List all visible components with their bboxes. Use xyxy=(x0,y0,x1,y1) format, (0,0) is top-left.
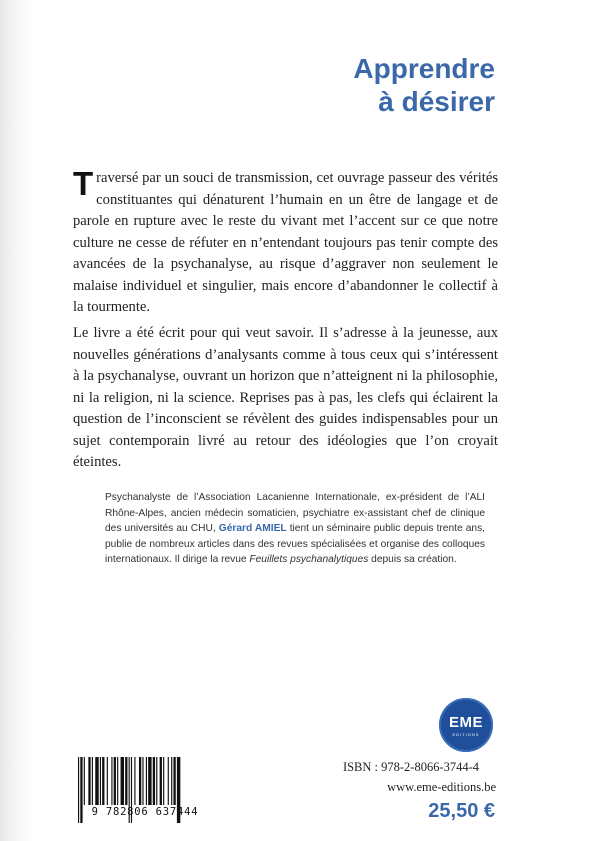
barcode-bar xyxy=(100,757,101,805)
publisher-logo xyxy=(439,698,493,752)
barcode-bar xyxy=(121,757,124,805)
barcode-digits: 9 782806 637444 xyxy=(91,806,199,818)
bio-text-middle: tient un séminaire public depuis trente ans, publie de nombreux articles dans des revues spécialisées et organise des colloques internationaux. Il dirige la revue xyxy=(105,523,485,566)
barcode-bar xyxy=(84,757,85,805)
barcode-bar xyxy=(173,757,175,805)
blurb-paragraph-1-text: raversé par un souci de transmission, cet ouvrage passeur des vérités constituantes qui dénaturent l’humain en un être de langage et de parole en rupture avec le reste du vivant met l’accent sur ce que notre culture ne cesse de réfuter en n’entendant toujours pas tenir compte des avancées de la psychanalyse, au risque d’aggraver non seulement le malaise individuel et singulier, mais encore d’abandonner le collectif à la tourmente. xyxy=(73,170,498,315)
barcode-bar xyxy=(92,757,93,805)
isbn-number: ISBN : 978-2-8066-3744-4 xyxy=(342,760,480,774)
author-bio xyxy=(105,490,485,568)
barcode-bar xyxy=(139,757,141,805)
barcode-bar xyxy=(163,757,164,805)
book-price: 25,50 € xyxy=(428,800,495,822)
drop-cap: T xyxy=(73,165,94,202)
journal-title: Feuillets psychanalytiques xyxy=(249,554,369,566)
barcode-bar xyxy=(171,757,172,805)
publisher-logo-text: EME xyxy=(448,714,483,731)
barcode-bar xyxy=(146,757,147,805)
barcode-bar xyxy=(107,757,108,805)
bio-text-start: Psychanalyste de l’Association Lacanienne Internationale, ex-président de l’ALI Rhône-Alpes, ancien médecin somaticien, psychiatre ex-assistant chef de clinique des universités au CHU, xyxy=(105,492,485,535)
bio-text-end: depuis sa création. xyxy=(368,554,457,566)
barcode-bar xyxy=(156,757,157,805)
author-name: Gérard AMIEL xyxy=(218,523,287,535)
barcode-bar xyxy=(114,757,116,805)
blurb-paragraph-2: Le livre a été écrit pour qui veut savoir. Il s’adresse à la jeunesse, aux nouvelles générations d’analysants comme à tous ceux qui s’intéressent à la psychanalyse, ouvrant un horizon que n’atteignent ni la philosophie, ni la religion, ni la science. Reprises pas à pas, les clefs qui éclairent la question de l’inconscient se révèlent des guides indispensables pour un sujet contemporain livré au retour des idéologies que l’on croyait éteintes. xyxy=(73,325,498,470)
barcode-bar xyxy=(153,757,155,805)
barcode-bar xyxy=(134,757,135,805)
book-spine-shadow xyxy=(0,0,34,841)
title-line-1: Apprendre xyxy=(353,53,495,84)
barcode-bar xyxy=(102,757,104,805)
publisher-logo-subtext: EDITIONS xyxy=(452,732,480,737)
barcode-bar xyxy=(95,757,98,805)
barcode-bar xyxy=(148,757,151,805)
book-title xyxy=(353,52,495,118)
barcode-bar xyxy=(125,757,127,805)
barcode-bar xyxy=(88,757,90,805)
barcode-bar xyxy=(117,757,118,805)
barcode-bar xyxy=(111,757,112,805)
barcode-bar xyxy=(168,757,169,805)
title-line-2: à désirer xyxy=(378,86,495,117)
barcode-bar xyxy=(142,757,143,805)
barcode-bar xyxy=(160,757,162,805)
publisher-website: www.eme-editions.be xyxy=(387,780,496,794)
blurb-paragraph-1 xyxy=(73,165,498,319)
